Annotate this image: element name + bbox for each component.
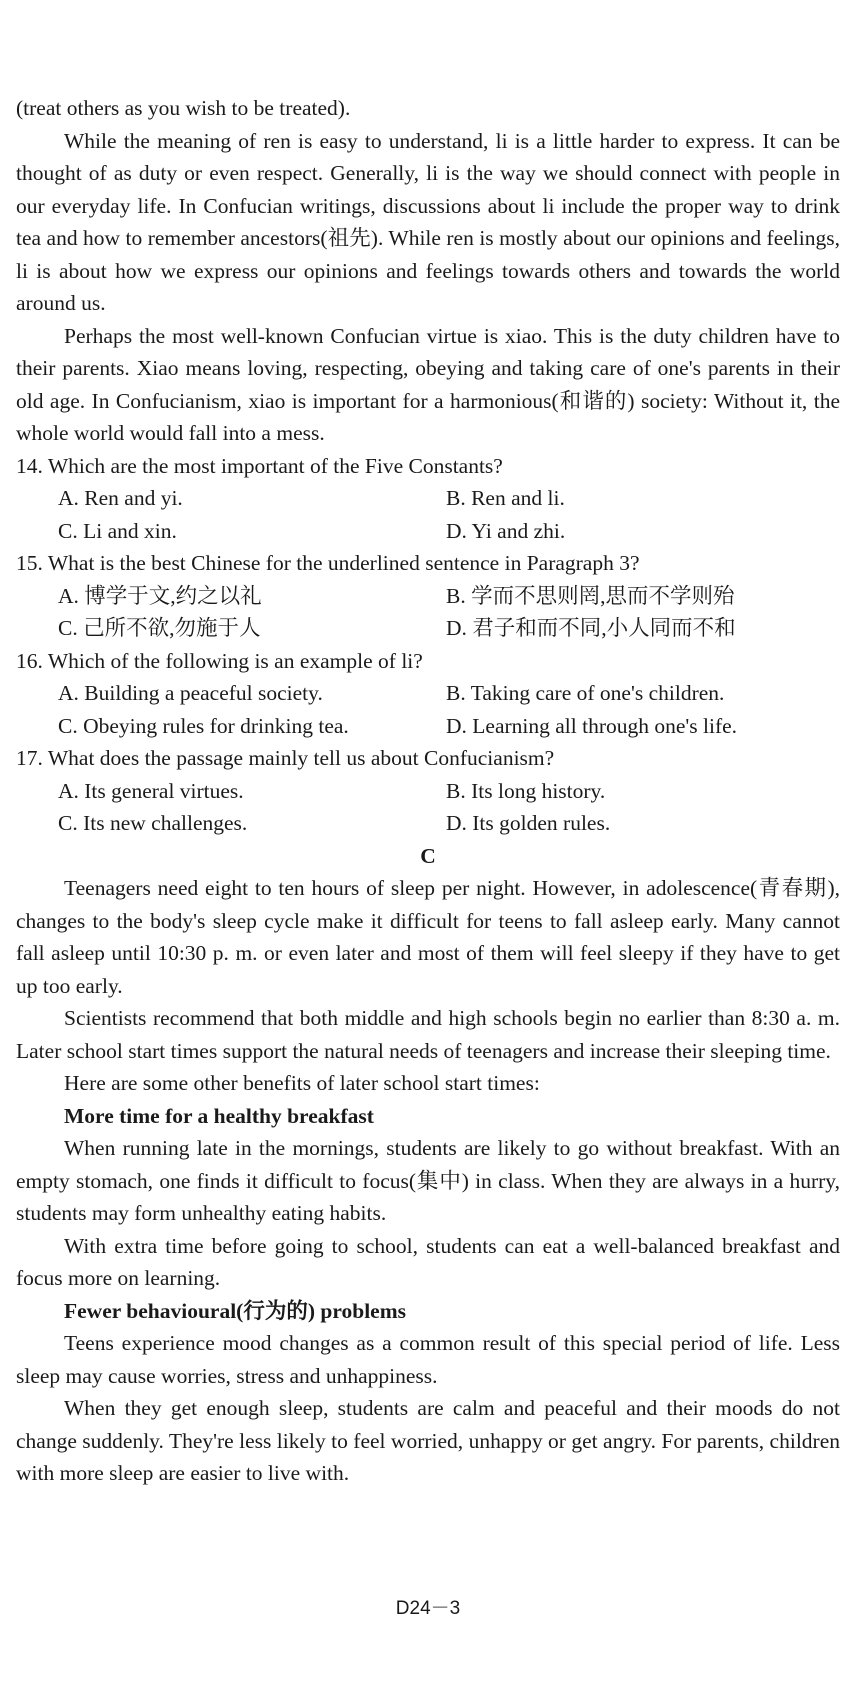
option-b[interactable]: B. 学而不思则罔,思而不学则殆 — [446, 583, 735, 608]
passage-c-paragraph-7: When they get enough sleep, students are calm and peaceful and their moods do not change suddenly. They're less likely to feel worried, unhappy or get angry. For parents, children with more sleep are easier to live with. — [16, 1396, 840, 1485]
passage-b-paragraph-1-tail: (treat others as you wish to be treated). — [16, 96, 351, 120]
option-c[interactable]: C. 己所不欲,勿施于人 — [58, 616, 261, 640]
option-a[interactable]: A. 博学于文,约之以礼 — [58, 583, 262, 608]
question-stem: 15. What is the best Chinese for the underlined sentence in Paragraph 3? — [16, 551, 640, 575]
subheading-behaviour: Fewer behavioural(行为的) problems — [64, 1298, 406, 1323]
option-a[interactable]: A. Its general virtues. — [58, 778, 244, 803]
passage-c-paragraph-4: When running late in the mornings, students are likely to go without breakfast. With an empty stomach, one finds it difficult to focus(集中) in class. When they are always in a hurry, students may form unhealthy eating habits. — [16, 1136, 840, 1225]
question-17 — [16, 742, 840, 840]
question-15 — [16, 547, 840, 645]
option-c[interactable]: C. Its new challenges. — [58, 811, 248, 835]
option-c[interactable]: C. Obeying rules for drinking tea. — [58, 713, 349, 738]
option-b[interactable]: B. Taking care of one's children. — [446, 681, 725, 705]
answer-options — [16, 775, 840, 840]
option-d[interactable]: D. Learning all through one's life. — [446, 713, 738, 738]
passage-b-paragraph-3: Perhaps the most well-known Confucian virtue is xiao. This is the duty children have to their parents. Xiao means loving, respecting, obeying and taking care of one's parents in their old age. In Confucianism, xiao is important for a harmonious(和谐的) society: Without it, the whole world would fall into a mess. — [16, 323, 840, 445]
answer-options — [16, 580, 840, 645]
page-number: D24－3 — [395, 1598, 461, 1619]
section-c-heading: C — [420, 843, 436, 868]
passage-c-paragraph-6: Teens experience mood changes as a common result of this special period of life. Less sleep may cause worries, stress and unhappiness. — [16, 1331, 840, 1388]
question-16 — [16, 645, 840, 743]
passage-c-paragraph-3: Here are some other benefits of later school start times: — [64, 1071, 540, 1095]
option-a[interactable]: A. Building a peaceful society. — [58, 681, 323, 705]
question-14 — [16, 450, 840, 548]
option-d[interactable]: D. 君子和而不同,小人同而不和 — [446, 616, 736, 640]
question-stem: 16. Which of the following is an example of li? — [16, 648, 423, 673]
page-content — [16, 92, 840, 1490]
option-d[interactable]: D. Its golden rules. — [446, 811, 611, 835]
option-b[interactable]: B. Its long history. — [446, 778, 606, 803]
answer-options — [16, 482, 840, 547]
passage-b-paragraph-2: While the meaning of ren is easy to understand, li is a little harder to express. It can be thought of as duty or even respect. Generally, li is the way we should connect with people in our everyday life. In Confucian writings, discussions about li include the proper way to drink tea and how to remember ancestors(祖先). While ren is mostly about our opinions and feelings, li is about how we express our opinions and feelings towards others and towards the world around us. — [16, 128, 840, 315]
question-stem: 17. What does the passage mainly tell us about Confucianism? — [16, 746, 555, 770]
answer-options — [16, 677, 840, 742]
passage-c-paragraph-5: With extra time before going to school, students can eat a well-balanced breakfast and focus more on learning. — [16, 1233, 840, 1290]
option-a[interactable]: A. Ren and yi. — [58, 486, 183, 510]
option-c[interactable]: C. Li and xin. — [58, 518, 177, 543]
question-stem: 14. Which are the most important of the Five Constants? — [16, 453, 503, 478]
passage-c-paragraph-2: Scientists recommend that both middle and high schools begin no earlier than 8:30 a. m. Later school start times support the natural needs of teenagers and increase their sleeping time. — [16, 1006, 840, 1063]
option-b[interactable]: B. Ren and li. — [446, 486, 565, 510]
subheading-breakfast: More time for a healthy breakfast — [64, 1103, 374, 1128]
passage-c-paragraph-1: Teenagers need eight to ten hours of sleep per night. However, in adolescence(青春期), changes to the body's sleep cycle make it difficult for teens to fall asleep early. Many cannot fall asleep until 10:30 p. m. or even later and most of them will feel sleepy if they have to get up too early. — [16, 876, 840, 998]
option-d[interactable]: D. Yi and zhi. — [446, 518, 566, 543]
